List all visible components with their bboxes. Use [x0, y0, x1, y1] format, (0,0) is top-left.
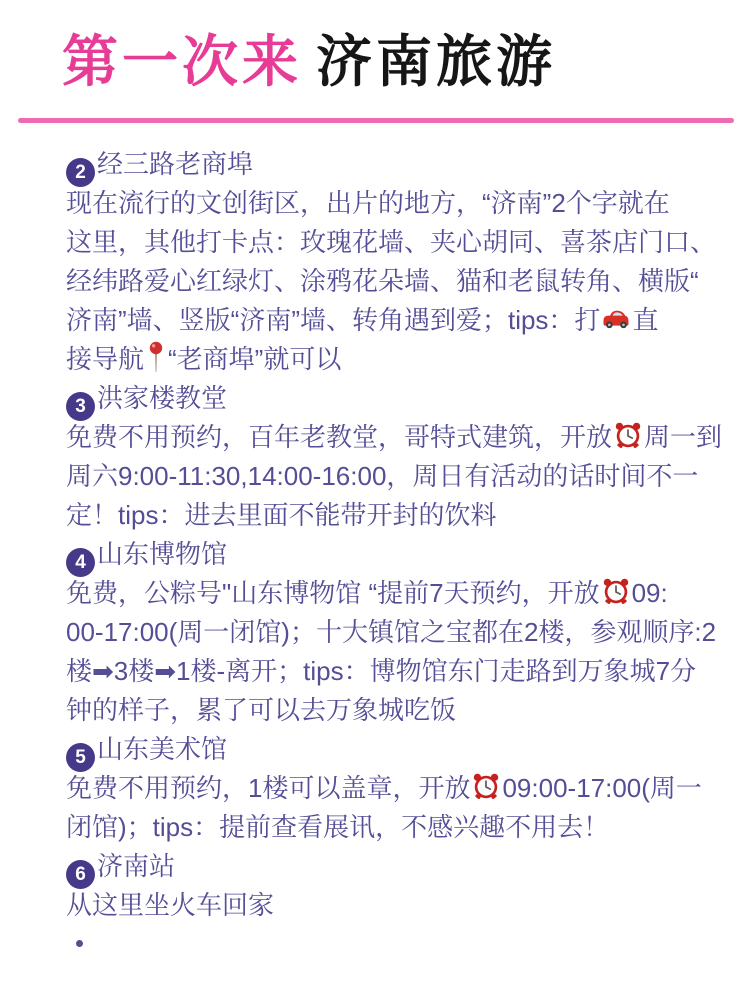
body-line: 免费，公粽号"山东博物馆 “提前7天预约，开放 09: [66, 578, 668, 608]
section-number-badge: 5 [66, 743, 95, 772]
body-line: 钟的样子，累了可以去万象城吃饭 [66, 695, 457, 725]
alarm-clock-icon [471, 772, 501, 802]
section [66, 847, 706, 925]
footer-bullet [76, 940, 83, 947]
section-heading-text: 洪家楼教堂 [97, 383, 228, 413]
body-line: 00-17:00(周一闭馆)；十大镇馆之宝都在2楼，参观顺序:2 [66, 617, 717, 647]
page-title [62, 22, 750, 102]
section [66, 730, 706, 847]
section-number-badge: 6 [66, 860, 95, 889]
title-highlight: 第一次来 [62, 30, 302, 93]
footer-bullet-line [66, 925, 706, 964]
section-heading-text: 山东美术馆 [97, 734, 228, 764]
page [0, 22, 750, 984]
content [0, 123, 750, 964]
section-number-badge: 3 [66, 392, 95, 421]
section-heading [66, 847, 706, 886]
section [66, 379, 723, 535]
body-line: 定！tips：进去里面不能带开封的饮料 [66, 500, 497, 530]
section-heading-text: 经三路老商埠 [97, 149, 254, 179]
body-line: 闭馆)；tips：提前查看展讯，不感兴趣不用去！ [66, 812, 610, 842]
body-line: 从这里坐火车回家 [66, 890, 275, 920]
alarm-clock-icon [601, 577, 631, 607]
body-line: 免费不用预约，百年老教堂，哥特式建筑，开放 周一到 [66, 422, 723, 452]
car-icon [601, 304, 631, 334]
section-number-badge: 2 [66, 158, 95, 187]
body-line: 接导航 “老商埠”就可以 [66, 340, 706, 379]
body-line: 楼➡3楼➡1楼-离开；tips：博物馆东门走路到万象城7分 [66, 656, 697, 686]
section [66, 535, 717, 730]
body-line: 济南”墙、竖版“济南”墙、转角遇到爱；tips：打 直 [66, 305, 659, 335]
body-line: 这里，其他打卡点：玫瑰花墙、夹心胡同、喜茶店门口、 [66, 227, 717, 257]
section-heading-text: 济南站 [97, 851, 176, 881]
body-line: 周六9:00-11:30,14:00-16:00，周日有活动的话时间不一 [66, 461, 699, 491]
section-heading [66, 730, 706, 769]
body-line: 免费不用预约，1楼可以盖章，开放 09:00-17:00(周一 [66, 773, 702, 803]
alarm-clock-icon [613, 421, 643, 451]
section-heading [66, 379, 706, 418]
pin-icon [148, 341, 164, 375]
section [66, 145, 717, 379]
section-heading-text: 山东博物馆 [97, 539, 228, 569]
body-line: 现在流行的文创街区，出片的地方，“济南”2个字就在 [66, 188, 670, 218]
section-heading [66, 535, 706, 574]
body-line: 经纬路爱心红绿灯、涂鸦花朵墙、猫和老鼠转角、横版“ [66, 266, 699, 296]
section-number-badge: 4 [66, 548, 95, 577]
title-rest: 济南旅游 [316, 30, 556, 93]
section-heading [66, 145, 706, 184]
